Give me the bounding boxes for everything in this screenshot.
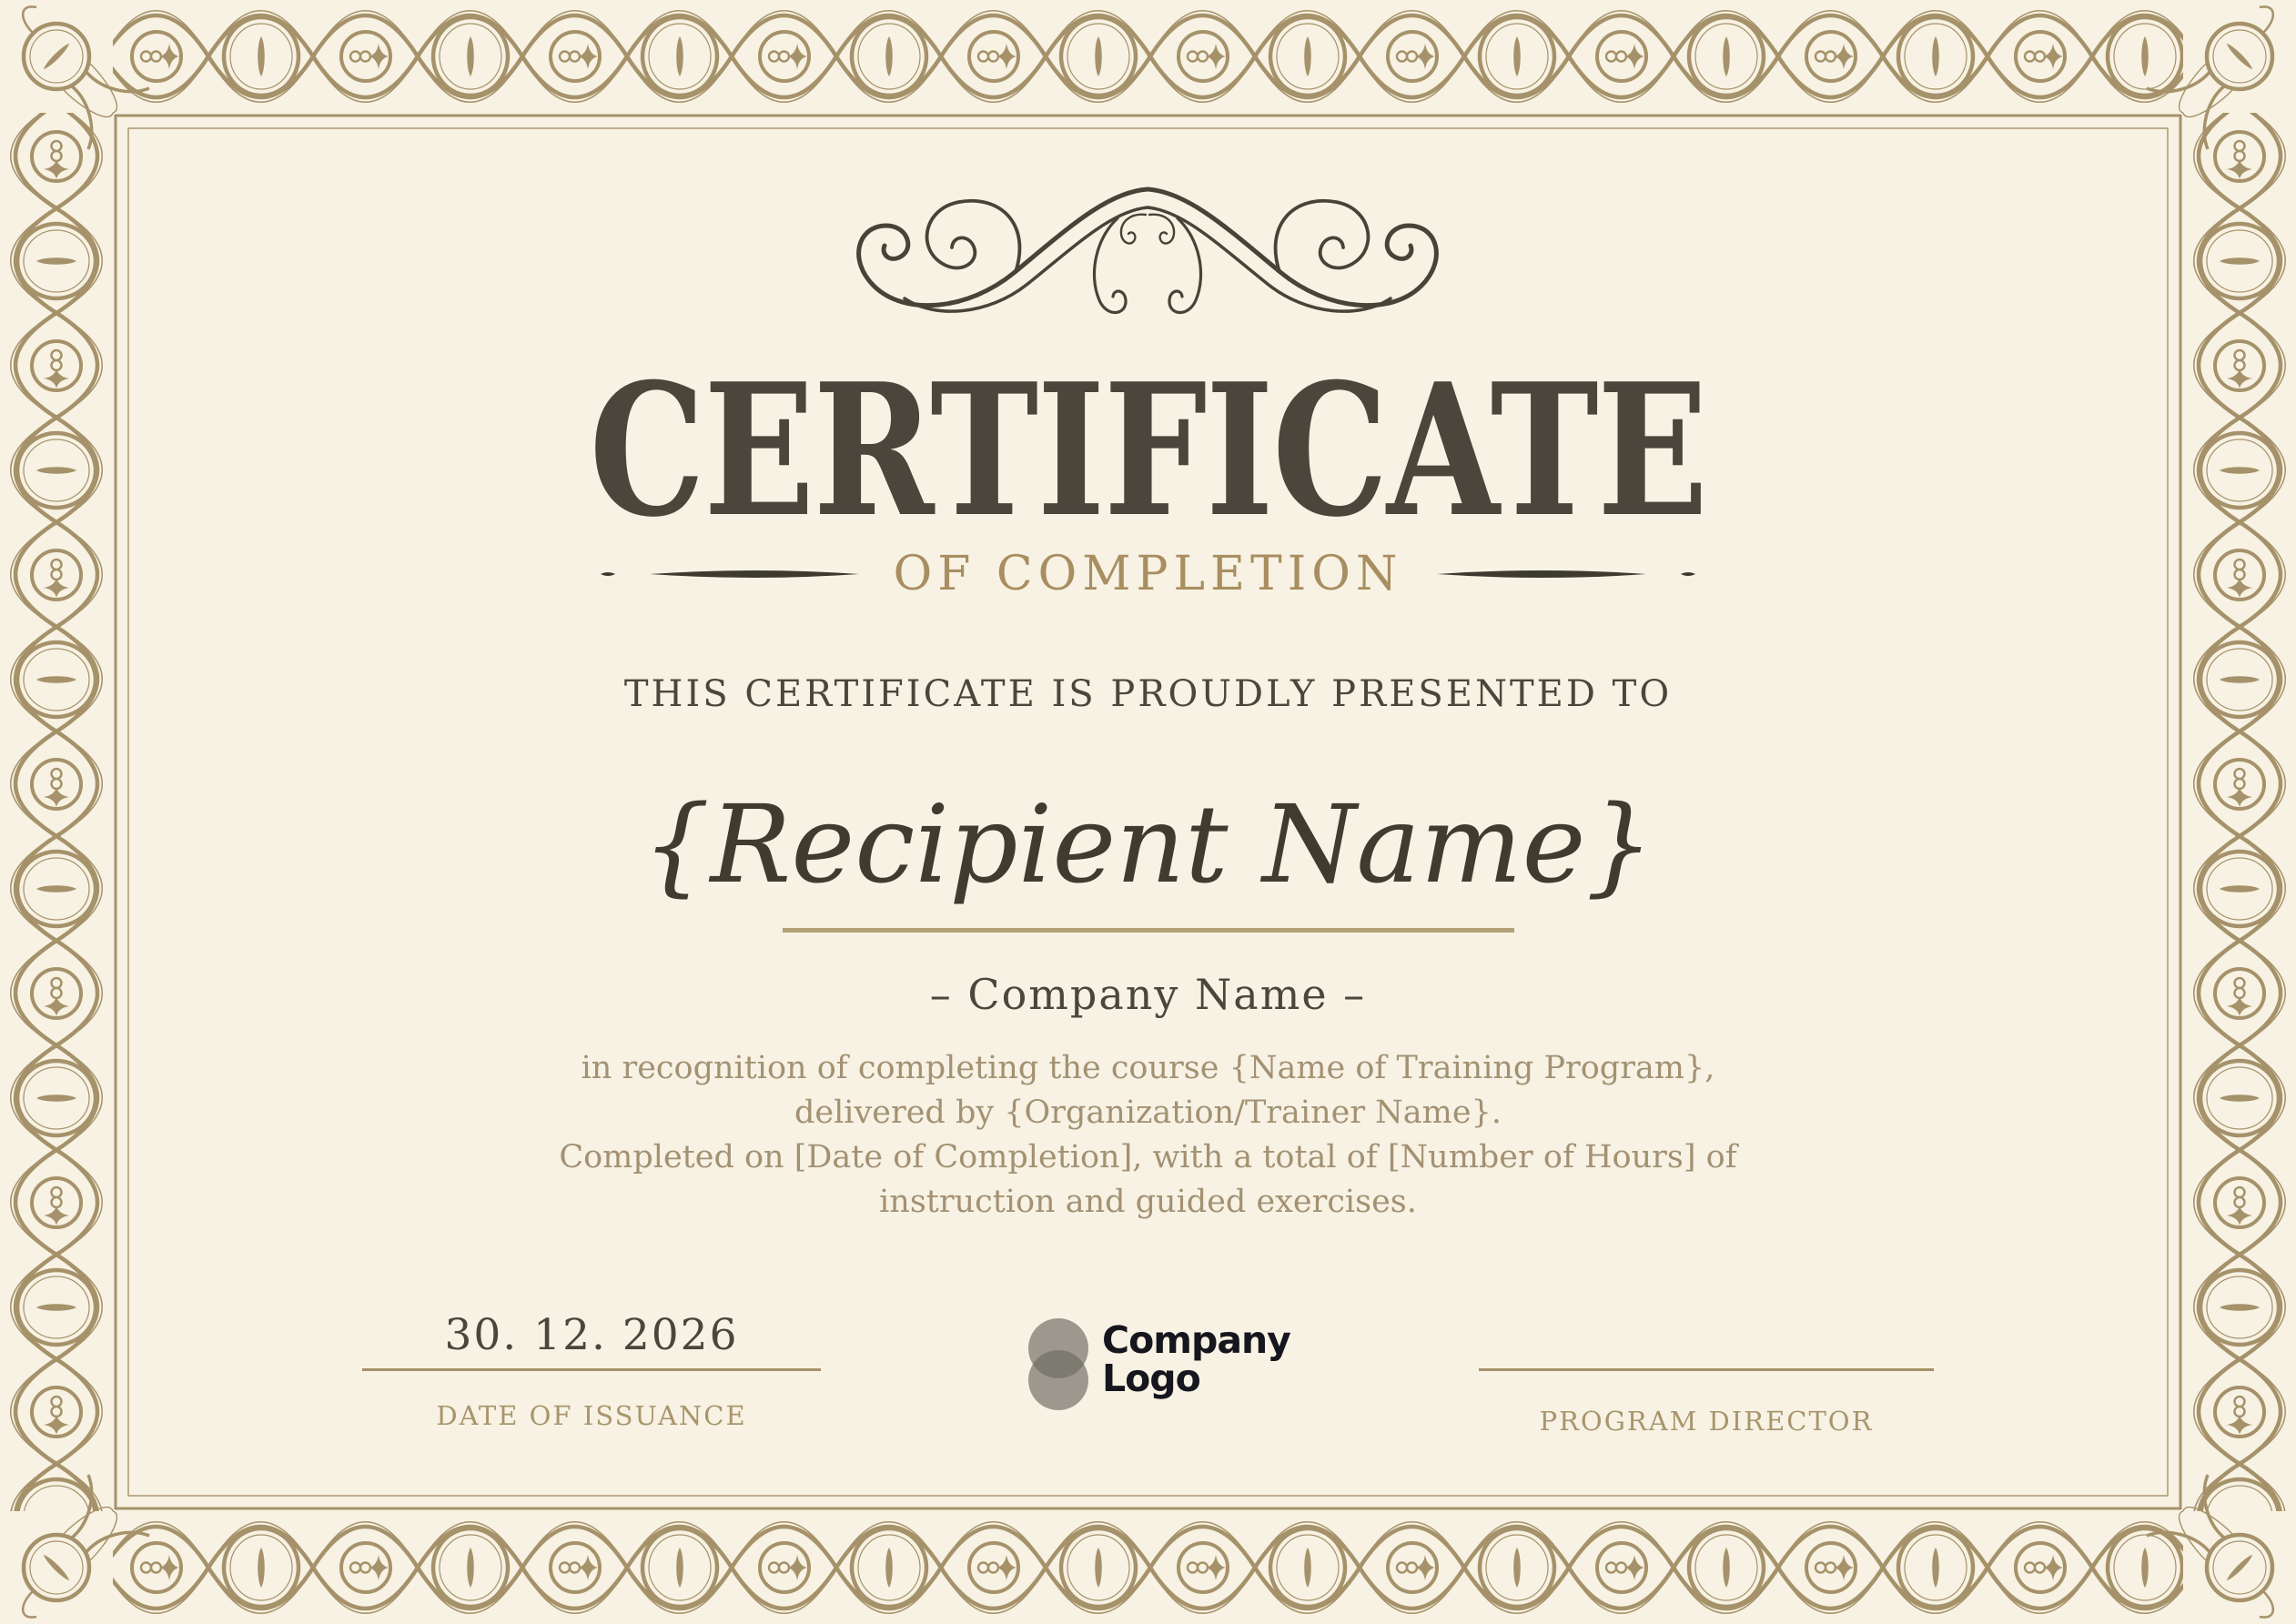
spindle-line-icon xyxy=(1437,569,1646,580)
recognition-line-4: instruction and guided exercises. xyxy=(879,1184,1417,1220)
issuance-date-value: 30. 12. 2026 xyxy=(444,1310,739,1360)
recognition-paragraph xyxy=(0,1046,2296,1225)
director-signature-line xyxy=(1479,1368,1934,1371)
dash-icon xyxy=(1681,570,1695,578)
presented-line: THIS CERTIFICATE IS PROUDLY PRESENTED TO xyxy=(623,673,1673,715)
spindle-line-icon xyxy=(650,569,859,580)
issuance-date-label: DATE OF ISSUANCE xyxy=(436,1400,747,1431)
dash-icon xyxy=(601,570,615,578)
company-name-line: – Company Name – xyxy=(929,970,1367,1019)
recipient-name: {Recipient Name} xyxy=(642,782,1654,907)
subtitle-row xyxy=(0,542,2296,606)
program-director-block xyxy=(1479,1310,1934,1437)
certificate-title xyxy=(0,344,2296,558)
recipient-underline xyxy=(783,928,1514,933)
logo-text-line-1: Company xyxy=(1102,1318,1290,1362)
recognition-line-2: delivered by {Organization/Trainer Name}. xyxy=(794,1094,1502,1131)
director-signature-space xyxy=(1479,1310,1934,1363)
flourish-ornament-icon xyxy=(770,162,1525,367)
program-director-label: PROGRAM DIRECTOR xyxy=(1539,1406,1874,1437)
issuance-signature-line xyxy=(362,1368,821,1371)
certificate-subtitle: OF COMPLETION xyxy=(893,547,1403,601)
date-of-issuance-block xyxy=(362,1310,821,1431)
certificate-title-text: CERTIFICATE xyxy=(589,344,1707,558)
recognition-line-1: in recognition of completing the course {Name of Training Program}, xyxy=(581,1050,1715,1086)
logo-mark-icon xyxy=(1024,1314,1093,1416)
logo-text xyxy=(1102,1318,1290,1400)
company-logo xyxy=(1024,1314,1297,1423)
logo-text-line-2: Logo xyxy=(1102,1357,1200,1400)
recognition-line-3: Completed on [Date of Completion], with a total of [Number of Hours] of xyxy=(559,1139,1737,1175)
